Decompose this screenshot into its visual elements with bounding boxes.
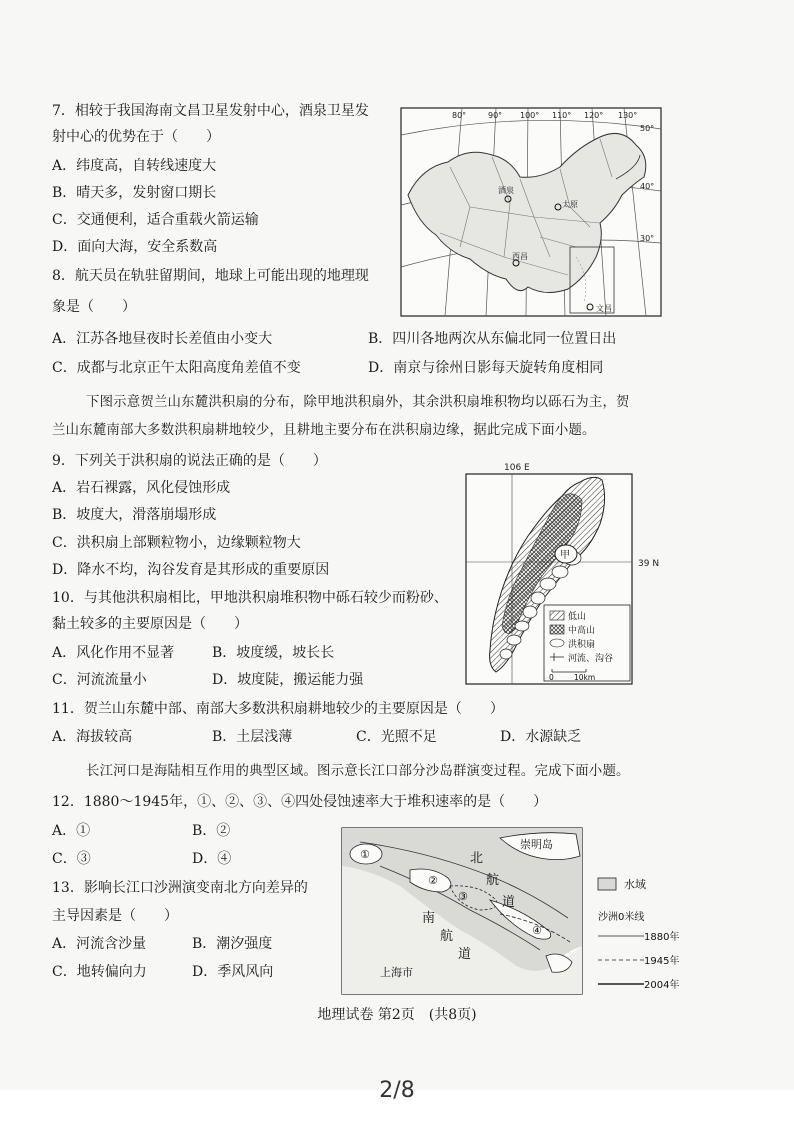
south-channel-char1: 南 [422,911,436,926]
north-channel-char1: 北 [470,851,484,866]
scale-zero: 0 [549,673,554,682]
scale-10km: 10km [574,673,596,682]
q8-option-a: A．江苏各地昼夜时长差值由小变大 [52,331,273,347]
q11-stem: 11．贺兰山东麓中部、南部大多数洪积扇耕地较少的主要原因是（ ） [52,701,504,717]
legend-alluvial-fan: 洪积扇 [568,640,596,650]
q13-option-d: D．季风风向 [192,964,274,980]
q10-option-d: D．坡度陡，搬运能力强 [212,672,364,688]
q11-option-a: A．海拔较高 [52,729,133,745]
legend-year-1880: 1880年 [644,932,680,943]
legend-year-1945: 1945年 [644,956,680,967]
q9-stem: 9．下列关于洪积扇的说法正确的是（ ） [52,453,327,469]
helan-lat-label: 39 N [638,559,660,569]
q12-stem: 12．1880～1945年，①、②、③、④四处侵蚀速率大于堆积速率的是（ ） [52,794,548,810]
q10-stem-line1: 10．与其他洪积扇相比，甲地洪积扇堆积物中砾石较少而粉砂、 [52,590,448,606]
q7-option-d: D．面向大海，安全系数高 [52,239,218,255]
lon-label-90: 90° [488,111,503,120]
q13-option-c: C．地转偏向力 [52,964,147,980]
q8-option-d: D．南京与徐州日影每天旋转角度相同 [368,360,604,376]
mark-2: ② [428,874,438,887]
legend-water-swatch [598,878,616,890]
lon-label-100: 100° [520,111,540,120]
legend-water-label: 水域 [624,878,646,891]
lat-label-30: 30° [640,234,655,243]
q11-option-c: C．光照不足 [356,729,437,745]
chongming-island-label: 崇明岛 [520,838,553,851]
city-label-xichang: 西昌 [512,252,528,261]
city-label-jiuquan: 酒泉 [498,186,514,195]
lon-label-130: 130° [618,111,638,120]
city-label-wenchang: 文昌 [596,304,612,313]
q10-option-a: A．风化作用不显著 [52,645,175,661]
lon-label-120: 120° [584,111,604,120]
lon-label-80: 80° [452,111,467,120]
q8-option-c: C．成都与北京正午太阳高度角差值不变 [52,360,301,376]
south-channel-char2: 航 [440,929,454,944]
q12-option-c: C．③ [52,851,91,867]
yangtze-intro: 长江河口是海陆相互作用的典型区域。图示意长江口部分沙岛群演变过程。完成下面小题。 [86,764,630,779]
q13-option-a: A．河流含沙量 [52,936,147,952]
q7-stem-line2: 射中心的优势在于（ ） [52,129,220,145]
page-indicator: 2/8 [379,1078,415,1103]
north-channel-char2: 航 [486,873,500,888]
q9-option-d: D．降水不均，沟谷发育是其形成的重要原因 [52,562,330,578]
legend-river-gully: 河流、沟谷 [568,654,614,664]
q12-option-b: B．② [192,823,231,839]
legend-shoal-title: 沙洲0米线 [598,912,645,923]
q10-option-b: B．坡度缓，坡长长 [212,645,335,661]
q13-stem-line2: 主导因素是（ ） [52,908,178,924]
q10-option-c: C．河流流量小 [52,672,147,688]
legend-year-2004: 2004年 [644,980,680,991]
q13-option-b: B．潮汐强度 [192,936,273,952]
q7-option-c: C．交通便利，适合重载火箭运输 [52,212,259,228]
helan-intro-line2: 兰山东麓南部大多数洪积扇耕地较少，且耕地主要分布在洪积扇边缘，据此完成下面小题。 [52,423,596,438]
lat-label-50: 50° [640,124,655,133]
south-channel-char3: 道 [458,947,472,962]
q7-stem-line1: 7．相较于我国海南文昌卫星发射中心，酒泉卫星发 [52,103,369,119]
q9-option-b: B．坡度大，滑落崩塌形成 [52,507,217,523]
jia-label: 甲 [560,550,570,561]
q11-option-b: B．土层浅薄 [212,729,293,745]
q8-stem-line2: 象是（ ） [52,299,136,315]
q7-option-a: A．纬度高，自转线速度大 [52,158,217,174]
legend-high-mountain: 中高山 [568,626,596,636]
shanghai-label: 上海市 [380,966,413,979]
q8-stem-line1: 8．航天员在轨驻留期间，地球上可能出现的地理现 [52,268,369,284]
q11-option-d: D．水源缺乏 [500,729,582,745]
mark-3: ③ [458,890,468,903]
q12-option-d: D．④ [192,851,232,867]
city-label-taiyuan: 太原 [562,200,578,209]
legend-low-mountain: 低山 [568,612,587,622]
helan-lon-label: 106 E [504,463,530,473]
q7-option-b: B．晴天多，发射窗口期长 [52,185,217,201]
q9-option-c: C．洪积扇上部颗粒物小，边缘颗粒物大 [52,535,301,551]
helan-map-figure [462,460,672,688]
china-map-figure [400,107,662,317]
mark-4: ④ [532,924,542,937]
yangtze-estuary-figure [340,826,692,998]
q9-option-a: A．岩石裸露，风化侵蚀形成 [52,480,231,496]
lat-label-40: 40° [640,182,655,191]
page-footer: 地理试卷 第2页 (共8页) [317,1007,477,1023]
q13-stem-line1: 13．影响长江口沙洲演变南北方向差异的 [52,880,308,896]
helan-intro-line1: 下图示意贺兰山东麓洪积扇的分布，除甲地洪积扇外，其余洪积扇堆积物均以砾石为主，贺 [86,395,630,410]
q8-option-b: B．四川各地两次从东偏北同一位置日出 [368,331,617,347]
lon-label-110: 110° [552,111,572,120]
q12-option-a: A．① [52,823,91,839]
mark-1: ① [360,848,370,861]
north-channel-char3: 道 [502,895,516,910]
q10-stem-line2: 黏土较多的主要原因是（ ） [52,616,248,632]
